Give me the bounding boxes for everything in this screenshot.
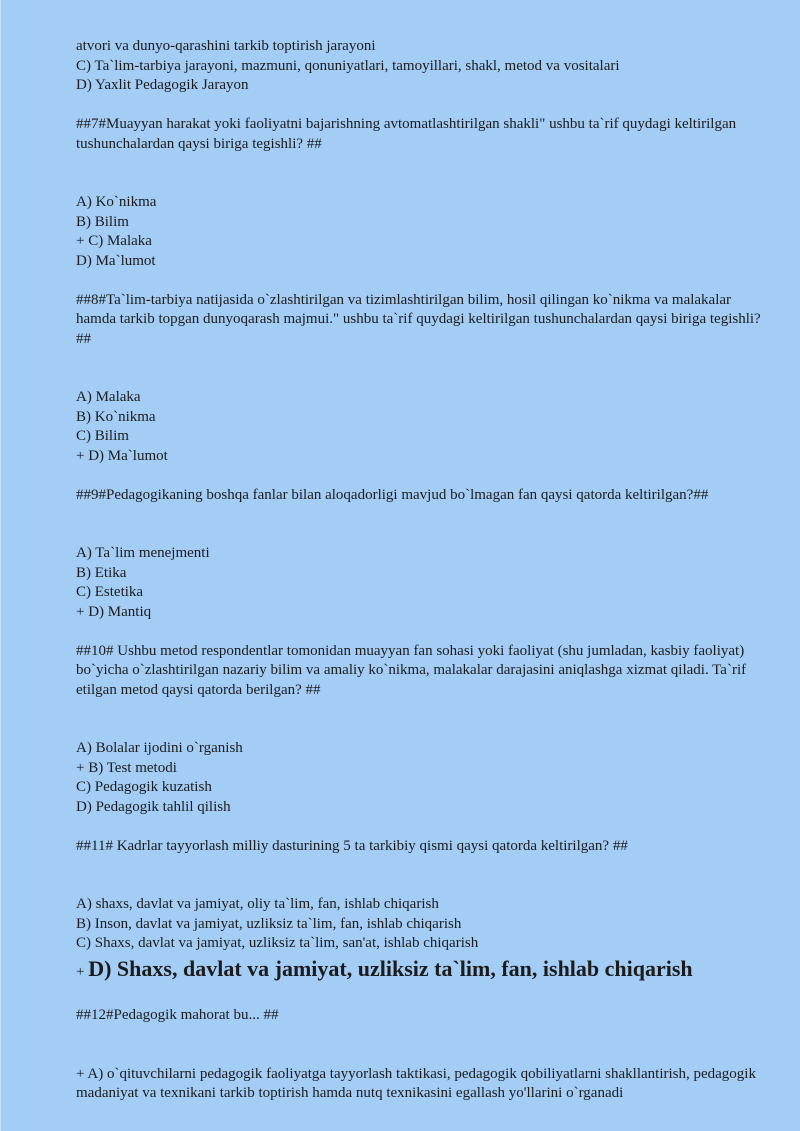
answer-option: A) Ta`lim menejmenti bbox=[76, 545, 210, 561]
answer-option: C) Bilim bbox=[76, 428, 129, 444]
question-text: ##8#Ta`lim-tarbiya natijasida o`zlashtirilgan va tizimlashtirilgan bilim, hosil qilingan ko`nikma va malakalar hamda tarkib topgan dunyoqarash majmui." ushbu ta`rif quydagi keltirilgan tushunchalardan qaysi biriga tegishli? ## bbox=[76, 291, 761, 347]
answer-option: C) Shaxs, davlat va jamiyat, uzliksiz ta`lim, san'at, ishlab chiqarish bbox=[76, 935, 479, 951]
correct-mark: + bbox=[76, 963, 89, 980]
answer-option: A) shaxs, davlat va jamiyat, oliy ta`lim, fan, ishlab chiqarish bbox=[76, 896, 439, 912]
answer-option: B) Bilim bbox=[76, 213, 129, 230]
answer-option: C) Pedagogik kuzatish bbox=[76, 779, 212, 795]
answer-option-correct: + D) Ma`lumot bbox=[76, 447, 168, 464]
intro-line: atvori va dunyo-qarashini tarkib toptirish jarayoni bbox=[76, 38, 376, 54]
question-text: ##11# Kadrlar tayyorlash milliy dasturining 5 ta tarkibiy qismi qaysi qatorda keltirilgan? ## bbox=[76, 837, 628, 854]
question-text: ##10# Ushbu metod respondentlar tomonidan muayyan fan sohasi yoki faoliyat (shu jumladan, kasbiy faoliyat) bo`yicha o`zlashtirilgan nazariy bilim va amaliy ko`nikma, malakalar darajasini aniqlashga xizmat qiladi. Ta`rif etilgan metod qaysi qatorda berilgan? ## bbox=[76, 642, 747, 698]
answer-option: D) Pedagogik tahlil qilish bbox=[76, 798, 231, 815]
page-edge bbox=[0, 0, 1, 1131]
question-text: ##12#Pedagogik mahorat bu... ## bbox=[76, 1007, 279, 1023]
answer-option-correct: + C) Malaka bbox=[76, 233, 152, 249]
answer-option-correct: + A) o`qituvchilarni pedagogik faoliyatga tayyorlash taktikasi, pedagogik qobiliyatlarni shakllantirish, pedagogik madaniyat va texnikani tarkib toptirish hamda nutq texnikasini egallash yo'llarini o`rganadi bbox=[76, 1065, 756, 1101]
answer-option: B) Ko`nikma bbox=[76, 408, 156, 425]
answer-option: B) Etika bbox=[76, 564, 127, 581]
answer-option: C) Estetika bbox=[76, 584, 144, 600]
answer-option-correct-highlighted bbox=[76, 954, 766, 987]
intro-option: D) Yaxlit Pedagogik Jarayon bbox=[76, 77, 249, 93]
highlighted-option-text: D) Shaxs, davlat va jamiyat, uzliksiz ta`lim, fan, ishlab chiqarish bbox=[88, 955, 693, 981]
answer-option: A) Bolalar ijodini o`rganish bbox=[76, 740, 243, 756]
answer-option-correct: + D) Mantiq bbox=[76, 603, 152, 620]
answer-option: A) Malaka bbox=[76, 389, 141, 405]
answer-option: D) Ma`lumot bbox=[76, 252, 156, 269]
document-body bbox=[76, 37, 766, 1104]
intro-option: C) Ta`lim-tarbiya jarayoni, mazmuni, qonuniyatlari, tamoyillari, shakl, metod va vositalari bbox=[76, 57, 620, 74]
question-text: ##7#Muayyan harakat yoki faoliyatni bajarishning avtomatlashtirilgan shakli" ushbu ta`rif quydagi keltirilgan tushunchalardan qaysi biriga tegishli? ## bbox=[76, 116, 737, 152]
answer-option: B) Inson, davlat va jamiyat, uzliksiz ta`lim, fan, ishlab chiqarish bbox=[76, 915, 462, 932]
answer-option: A) Ko`nikma bbox=[76, 194, 157, 210]
answer-option-correct: + B) Test metodi bbox=[76, 759, 177, 776]
question-text: ##9#Pedagogikaning boshqa fanlar bilan aloqadorligi mavjud bo`lmagan fan qaysi qatorda keltirilgan?## bbox=[76, 486, 709, 503]
